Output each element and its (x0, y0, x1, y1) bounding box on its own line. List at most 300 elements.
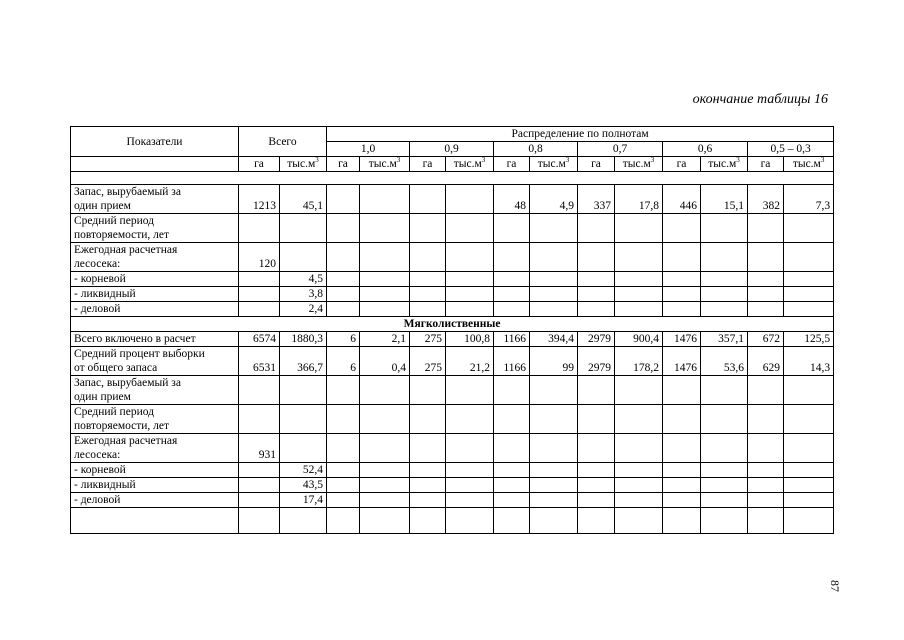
row-label-line: один прием (74, 391, 131, 403)
row-label (71, 478, 239, 493)
table-cell: 1880,3 (280, 332, 327, 347)
table-cell (360, 376, 410, 405)
table-cell: 275 (410, 332, 446, 347)
table-cell (360, 243, 410, 272)
table-cell (410, 434, 446, 463)
unit-volume-exponent: 3 (565, 156, 570, 165)
table-cell (446, 214, 494, 243)
table-cell: 7,3 (784, 185, 834, 214)
table-cell (784, 463, 834, 478)
table-cell: 53,6 (701, 347, 748, 376)
table-cell: 4,5 (280, 272, 327, 287)
table-cell (410, 272, 446, 287)
table-cell (615, 478, 663, 493)
table-cell: 931 (239, 434, 280, 463)
table-cell (784, 434, 834, 463)
table-cell (327, 478, 360, 493)
table-cell (446, 272, 494, 287)
unit-volume-base: тыс.м (708, 158, 737, 170)
table-row (71, 332, 834, 347)
unit-ha: га (410, 157, 446, 172)
table-row (71, 214, 834, 243)
table-cell (748, 493, 784, 508)
table-cell (615, 302, 663, 317)
row-label (71, 214, 239, 243)
table-cell (578, 272, 615, 287)
table-cell (280, 376, 327, 405)
unit-volume-exponent: 3 (820, 156, 825, 165)
table-cell: 14,3 (784, 347, 834, 376)
unit-volume-exponent: 3 (481, 156, 486, 165)
row-label (71, 508, 239, 534)
table-cell: 900,4 (615, 332, 663, 347)
table-cell (280, 214, 327, 243)
header-density: 0,8 (494, 142, 578, 157)
table-cell (615, 243, 663, 272)
table-cell (494, 493, 530, 508)
table-cell (327, 493, 360, 508)
table-cell (701, 376, 748, 405)
section-heading: Мягколиственные (71, 317, 834, 332)
table-cell: 275 (410, 347, 446, 376)
table-cell (784, 302, 834, 317)
row-label-line: Средний период (74, 215, 154, 227)
table-cell (784, 287, 834, 302)
table-cell: 1213 (239, 185, 280, 214)
table-cell: 43,5 (280, 478, 327, 493)
row-label (71, 493, 239, 508)
table-cell (360, 508, 410, 534)
table-cell (280, 405, 327, 434)
table-cell (578, 493, 615, 508)
table-cell (327, 243, 360, 272)
table-caption: окончание таблицы 16 (692, 92, 828, 107)
table-row (71, 302, 834, 317)
table-cell (530, 272, 578, 287)
table-cell (578, 243, 615, 272)
table-cell (327, 463, 360, 478)
row-label-line: Всего включено в расчет (74, 333, 196, 345)
table-cell (663, 272, 701, 287)
table-cell (494, 376, 530, 405)
unit-ha: га (494, 157, 530, 172)
row-label-line: - деловой (74, 494, 121, 506)
table-cell: 45,1 (280, 185, 327, 214)
table-cell (578, 463, 615, 478)
table-cell: 120 (239, 243, 280, 272)
table-cell (615, 272, 663, 287)
table-cell (530, 463, 578, 478)
table-cell: 6 (327, 347, 360, 376)
table-cell (663, 405, 701, 434)
row-label-line: Ежегодная расчетная (74, 435, 178, 447)
table-cell (748, 243, 784, 272)
table-cell (360, 302, 410, 317)
table-cell (748, 272, 784, 287)
table-cell (663, 493, 701, 508)
unit-volume (701, 157, 748, 172)
table-cell (663, 478, 701, 493)
table-cell (327, 287, 360, 302)
table-cell (327, 434, 360, 463)
table-cell (530, 302, 578, 317)
table-cell (446, 434, 494, 463)
table-cell (784, 478, 834, 493)
table-cell (446, 302, 494, 317)
table-cell (701, 434, 748, 463)
unit-ha: га (663, 157, 701, 172)
table-cell (748, 405, 784, 434)
row-label-line: Запас, вырубаемый за (74, 186, 181, 198)
table-cell: 178,2 (615, 347, 663, 376)
table-cell: 382 (748, 185, 784, 214)
header-total: Всего (239, 127, 327, 157)
table-cell (239, 376, 280, 405)
unit-volume (280, 157, 327, 172)
row-label-line: повторяемости, лет (74, 420, 170, 432)
page-number: 87 (828, 580, 842, 592)
table-cell (578, 434, 615, 463)
table-row (71, 493, 834, 508)
table-cell (701, 508, 748, 534)
row-label-line: - корневой (74, 464, 126, 476)
table-cell: 3,8 (280, 287, 327, 302)
table-cell (446, 478, 494, 493)
row-label (71, 272, 239, 287)
table-cell (239, 214, 280, 243)
header-indicators: Показатели (71, 127, 239, 157)
table-cell (663, 508, 701, 534)
table-cell: 15,1 (701, 185, 748, 214)
table-cell: 1166 (494, 347, 530, 376)
table-row (71, 272, 834, 287)
table-cell: 629 (748, 347, 784, 376)
header-density: 0,6 (663, 142, 748, 157)
table-cell (410, 405, 446, 434)
table-row (71, 434, 834, 463)
table-cell (663, 463, 701, 478)
row-label-line: - деловой (74, 303, 121, 315)
row-label (71, 302, 239, 317)
table-cell (701, 287, 748, 302)
table-cell: 6574 (239, 332, 280, 347)
table-cell (748, 508, 784, 534)
row-label (71, 185, 239, 214)
table-cell (410, 302, 446, 317)
table-cell (446, 185, 494, 214)
table-cell (494, 478, 530, 493)
unit-volume-base: тыс.м (622, 158, 651, 170)
table-cell (360, 185, 410, 214)
table-cell (701, 214, 748, 243)
table-row (71, 463, 834, 478)
unit-ha: га (748, 157, 784, 172)
table-cell (446, 405, 494, 434)
table-cell (748, 214, 784, 243)
table-cell: 125,5 (784, 332, 834, 347)
table-row (71, 185, 834, 214)
row-label-line: Средний период (74, 406, 154, 418)
table-cell (663, 243, 701, 272)
table-cell (578, 214, 615, 243)
row-label-line: Ежегодная расчетная (74, 244, 178, 256)
table-cell (615, 376, 663, 405)
table-cell (410, 287, 446, 302)
table-cell (663, 287, 701, 302)
table-cell (360, 493, 410, 508)
table-cell (280, 434, 327, 463)
table-cell (327, 185, 360, 214)
table-cell (410, 214, 446, 243)
unit-volume (530, 157, 578, 172)
table-cell (360, 478, 410, 493)
table-cell (615, 214, 663, 243)
table-cell (494, 405, 530, 434)
table-cell (239, 463, 280, 478)
row-label (71, 243, 239, 272)
table-cell (360, 287, 410, 302)
header-density: 0,7 (578, 142, 663, 157)
table-row (71, 243, 834, 272)
header-density: 1,0 (327, 142, 410, 157)
table-cell (446, 508, 494, 534)
unit-volume-base: тыс.м (537, 158, 566, 170)
table-cell (494, 434, 530, 463)
table-cell: 2,4 (280, 302, 327, 317)
table-cell: 4,9 (530, 185, 578, 214)
row-label-line: повторяемости, лет (74, 229, 170, 241)
table-cell (494, 287, 530, 302)
table-cell (530, 243, 578, 272)
table-cell (748, 287, 784, 302)
table-cell (280, 508, 327, 534)
table-cell (663, 302, 701, 317)
table-cell: 17,4 (280, 493, 327, 508)
table-cell (578, 478, 615, 493)
table-cell (327, 508, 360, 534)
table-cell (327, 302, 360, 317)
table-cell: 48 (494, 185, 530, 214)
table-cell (410, 243, 446, 272)
unit-volume-base: тыс.м (287, 158, 316, 170)
table-cell (615, 405, 663, 434)
table-cell (239, 287, 280, 302)
table-cell (615, 508, 663, 534)
table-cell (578, 376, 615, 405)
row-label-line: один прием (74, 200, 131, 212)
unit-ha: га (239, 157, 280, 172)
table-cell (410, 493, 446, 508)
table-cell (530, 434, 578, 463)
table-cell (784, 508, 834, 534)
table-cell (327, 214, 360, 243)
row-label-line: лесосека: (74, 258, 121, 270)
header-density: 0,9 (410, 142, 494, 157)
table-row (71, 405, 834, 434)
row-label-line: - корневой (74, 273, 126, 285)
table-cell (578, 302, 615, 317)
table-cell (663, 434, 701, 463)
table-cell (784, 243, 834, 272)
table-cell: 672 (748, 332, 784, 347)
table-cell (701, 493, 748, 508)
table-cell (784, 376, 834, 405)
table-cell (410, 478, 446, 493)
table-cell (615, 493, 663, 508)
table-cell (530, 508, 578, 534)
table-cell (446, 463, 494, 478)
table-cell (494, 302, 530, 317)
table-cell (701, 405, 748, 434)
table-cell: 337 (578, 185, 615, 214)
table-cell (360, 434, 410, 463)
table-cell (748, 434, 784, 463)
table-cell (701, 272, 748, 287)
row-label-line: лесосека: (74, 449, 121, 461)
table-cell (530, 376, 578, 405)
table-cell: 17,8 (615, 185, 663, 214)
table-cell (784, 272, 834, 287)
table-cell (360, 463, 410, 478)
table-cell (784, 493, 834, 508)
unit-ha: га (327, 157, 360, 172)
table-cell (239, 478, 280, 493)
table-cell (578, 287, 615, 302)
unit-volume (615, 157, 663, 172)
table-row (71, 347, 834, 376)
row-label-line: Средний процент выборки (74, 348, 205, 360)
table-cell (615, 434, 663, 463)
table-cell (360, 405, 410, 434)
table-cell: 99 (530, 347, 578, 376)
table-cell (494, 243, 530, 272)
table-cell (578, 508, 615, 534)
table-cell (494, 214, 530, 243)
table-cell (360, 272, 410, 287)
table-cell (530, 214, 578, 243)
table-cell: 1166 (494, 332, 530, 347)
table-cell: 1476 (663, 332, 701, 347)
table-cell (615, 287, 663, 302)
table-cell (748, 463, 784, 478)
header-density: 0,5 – 0,3 (748, 142, 834, 157)
table-cell: 2979 (578, 347, 615, 376)
table-cell (410, 376, 446, 405)
table-row (71, 376, 834, 405)
table-cell (446, 243, 494, 272)
table-cell (280, 243, 327, 272)
table-cell: 100,8 (446, 332, 494, 347)
table-cell (530, 493, 578, 508)
table-row (71, 287, 834, 302)
table-cell (663, 214, 701, 243)
table-cell (784, 214, 834, 243)
table-cell: 52,4 (280, 463, 327, 478)
row-label (71, 347, 239, 376)
table-cell (615, 463, 663, 478)
table-cell (327, 376, 360, 405)
table-cell (530, 405, 578, 434)
table-cell (748, 302, 784, 317)
row-label (71, 287, 239, 302)
table-cell (578, 405, 615, 434)
row-label (71, 376, 239, 405)
table-cell (327, 405, 360, 434)
table-cell (410, 185, 446, 214)
row-label (71, 434, 239, 463)
table-cell (410, 463, 446, 478)
spacer-row (71, 172, 834, 185)
header-distribution: Распределение по полнотам (327, 127, 834, 142)
row-label (71, 405, 239, 434)
row-label-line: от общего запаса (74, 362, 158, 374)
unit-volume-exponent: 3 (396, 156, 401, 165)
table-cell (784, 405, 834, 434)
unit-ha: га (578, 157, 615, 172)
table-cell (701, 463, 748, 478)
table-cell (530, 478, 578, 493)
table-cell (239, 493, 280, 508)
unit-volume (784, 157, 834, 172)
table-cell (239, 272, 280, 287)
unit-volume-exponent: 3 (736, 156, 740, 165)
table-cell (701, 243, 748, 272)
unit-volume-base: тыс.м (453, 158, 482, 170)
table-cell (494, 463, 530, 478)
table-cell: 0,4 (360, 347, 410, 376)
table-cell: 357,1 (701, 332, 748, 347)
table-cell: 446 (663, 185, 701, 214)
table-cell (663, 376, 701, 405)
table-cell: 394,4 (530, 332, 578, 347)
table-cell (327, 272, 360, 287)
table-cell (701, 302, 748, 317)
table-row (71, 478, 834, 493)
unit-volume-base: тыс.м (368, 158, 397, 170)
table-cell (360, 214, 410, 243)
unit-volume (360, 157, 410, 172)
table-cell: 21,2 (446, 347, 494, 376)
unit-volume-base: тыс.м (792, 158, 821, 170)
table-cell: 366,7 (280, 347, 327, 376)
table-cell: 2,1 (360, 332, 410, 347)
table-cell (748, 376, 784, 405)
table-cell: 6 (327, 332, 360, 347)
table-cell: 2979 (578, 332, 615, 347)
unit-volume (446, 157, 494, 172)
table-cell (446, 287, 494, 302)
table-cell (446, 376, 494, 405)
table-cell (446, 493, 494, 508)
table-cell: 1476 (663, 347, 701, 376)
unit-volume-exponent: 3 (650, 156, 655, 165)
unit-volume-exponent: 3 (315, 156, 319, 165)
row-label-line: - ликвидный (74, 479, 136, 491)
table-cell (239, 508, 280, 534)
table-cell (239, 405, 280, 434)
row-label (71, 332, 239, 347)
table-cell (748, 478, 784, 493)
table-cell (494, 508, 530, 534)
row-label-line: Запас, вырубаемый за (74, 377, 181, 389)
row-label-line: - ликвидный (74, 288, 136, 300)
table-cell (239, 302, 280, 317)
header-empty (71, 157, 239, 172)
table-cell (494, 272, 530, 287)
table-cell (410, 508, 446, 534)
row-label (71, 463, 239, 478)
table-cell: 6531 (239, 347, 280, 376)
